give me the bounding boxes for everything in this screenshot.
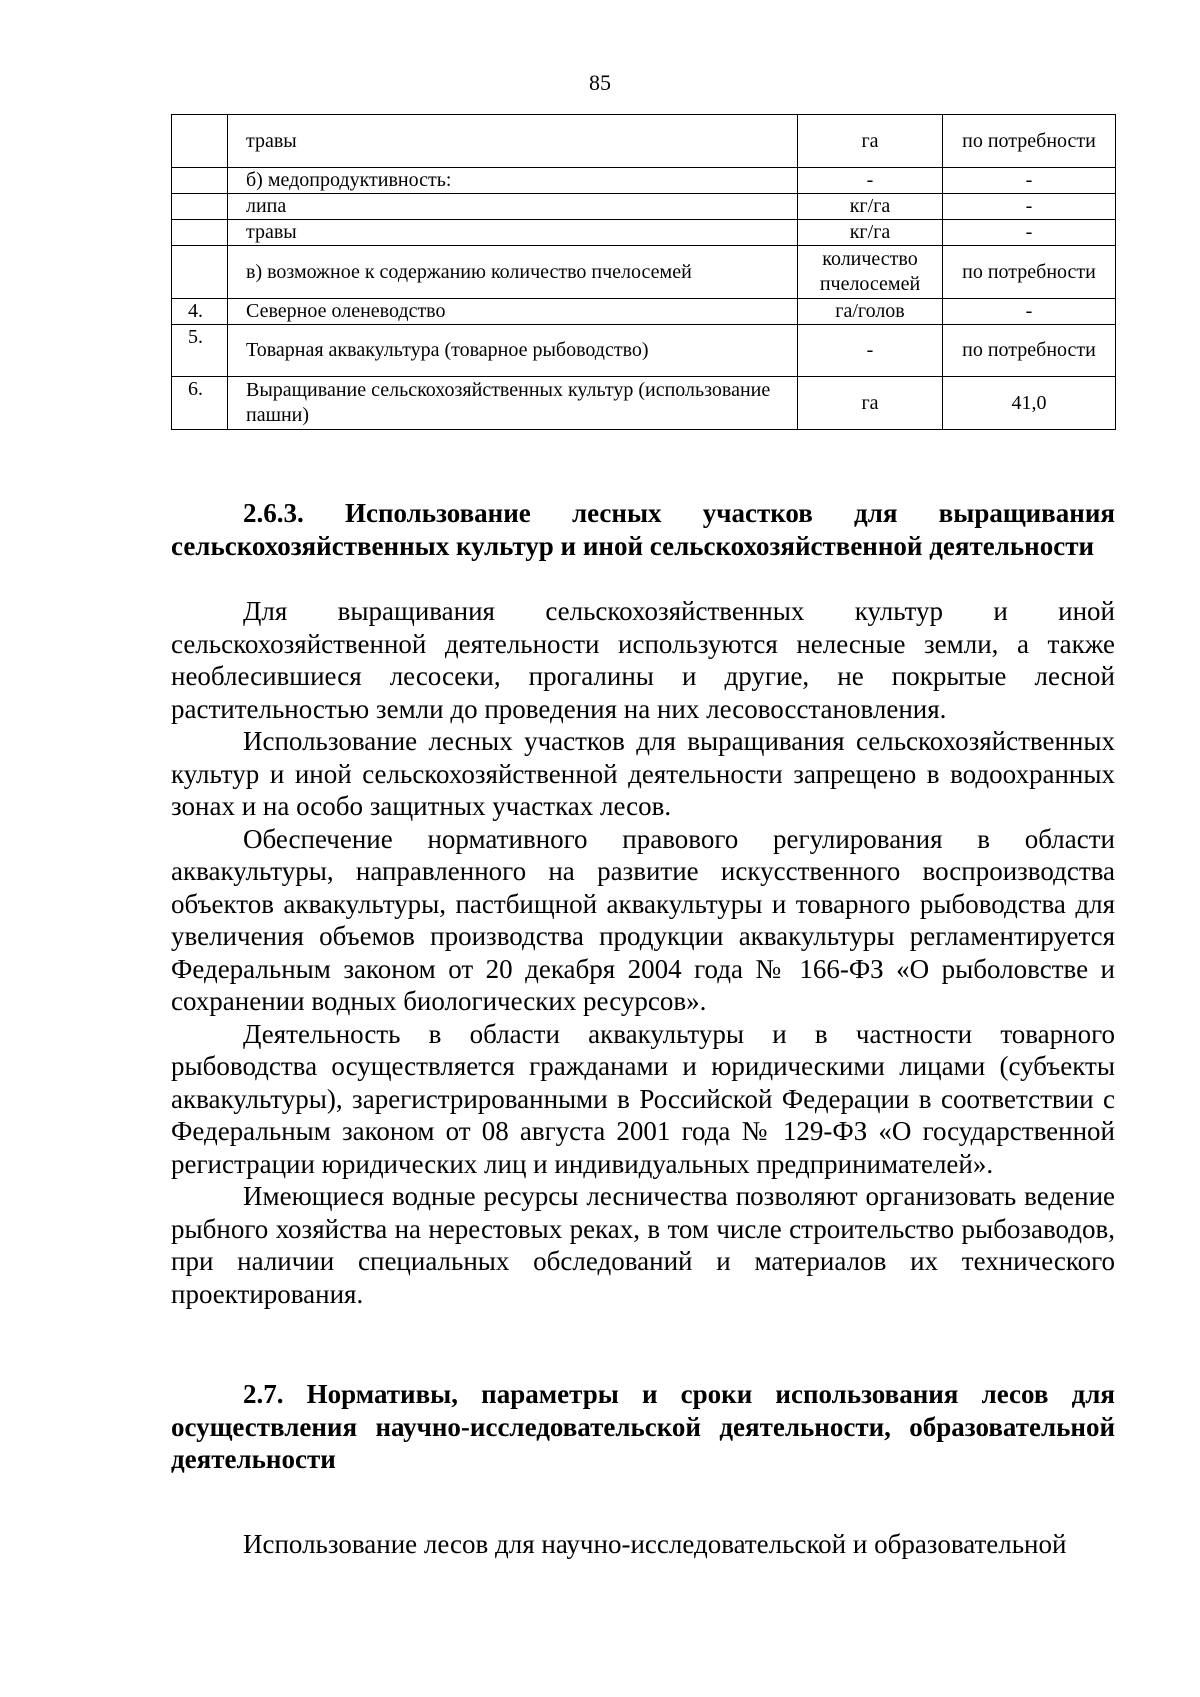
row-unit-cell: га/голов xyxy=(798,299,943,325)
row-value-cell: 41,0 xyxy=(943,377,1116,430)
row-number-cell xyxy=(172,220,228,246)
paragraph: Для выращивания сельскохозяйственных культур и иной сельскохозяйственной деятельности используются нелесные земли, а также необлесившиеся лесосеки, прогалины и другие, не покрытые лесной растительностью земли до проведения на них лесовосстановления. xyxy=(171,596,1115,724)
paragraph: Обеспечение нормативного правового регулирования в области аквакультуры, направленного на развитие искусственного воспроизводства объектов аквакультуры, пастбищной аквакультуры и товарного рыбоводства для увеличения объемов производства продукции аквакультуры регламентируется Федеральным законом от 20 декабря 2004 года № 166-ФЗ «О рыболовстве и сохранении водных биологических ресурсов». xyxy=(171,823,1115,1016)
row-unit-cell: - xyxy=(798,168,943,194)
row-name-cell: травы xyxy=(228,115,798,168)
section-heading: 2.6.3. Использование лесных участков для выращивания сельскохозяйственных культур и иной сельскохозяйственной деятельности xyxy=(171,498,1115,561)
row-unit-cell: га xyxy=(798,115,943,168)
table-row xyxy=(172,246,1116,299)
row-value-cell: - xyxy=(943,299,1116,325)
resource-table xyxy=(171,114,1116,430)
row-value-cell: - xyxy=(943,220,1116,246)
row-name-cell: в) возможное к содержанию количество пчелосемей xyxy=(228,246,798,299)
row-unit-cell: кг/га xyxy=(798,220,943,246)
paragraph: Использование лесных участков для выращивания сельскохозяйственных культур и иной сельскохозяйственной деятельности запрещено в водоохранных зонах и на особо защитных участках лесов. xyxy=(171,726,1115,821)
paragraph: Имеющиеся водные ресурсы лесничества позволяют организовать ведение рыбного хозяйства на нерестовых реках, в том числе строительство рыбозаводов, при наличии специальных обследований и материалов их технического проектирования. xyxy=(171,1181,1115,1309)
table-row xyxy=(172,194,1116,220)
table-row xyxy=(172,168,1116,194)
row-number-cell xyxy=(172,168,228,194)
row-name-cell: б) медопродуктивность: xyxy=(228,168,798,194)
row-value-cell: - xyxy=(943,194,1116,220)
table-row xyxy=(172,377,1116,430)
row-value-cell: по потребности xyxy=(943,115,1116,168)
section-2-7 xyxy=(171,1378,1115,1560)
section-heading: 2.7. Нормативы, параметры и сроки использования лесов для осуществления научно-исследовательской деятельности, образовательной деятельности xyxy=(171,1379,1115,1474)
paragraph: Деятельность в области аквакультуры и в частности товарного рыбоводства осуществляется гражданами и юридическими лицами (субъекты аквакультуры), зарегистрированными в Российской Федерации в соответствии с Федеральным законом от 08 августа 2001 года № 129-ФЗ «О государственной регистрации юридических лиц и индивидуальных предпринимателей». xyxy=(171,1018,1115,1179)
row-unit-cell: га xyxy=(798,377,943,430)
row-name-cell: липа xyxy=(228,194,798,220)
row-unit-cell: кг/га xyxy=(798,194,943,220)
table-row xyxy=(172,299,1116,325)
row-value-cell: по потребности xyxy=(943,246,1116,299)
row-number-cell: 4. xyxy=(172,299,228,325)
row-name-cell: травы xyxy=(228,220,798,246)
row-number-cell: 6. xyxy=(172,377,228,430)
row-value-cell: - xyxy=(943,168,1116,194)
table-row xyxy=(172,325,1116,377)
table-row xyxy=(172,115,1116,168)
section-2-6-3 xyxy=(171,497,1115,1310)
row-name-cell: Выращивание сельскохозяйственных культур (использование пашни) xyxy=(228,377,798,430)
row-unit-cell: количество пчелосемей xyxy=(798,246,943,299)
row-number-cell xyxy=(172,194,228,220)
table-row xyxy=(172,220,1116,246)
row-name-cell: Северное оленеводство xyxy=(228,299,798,325)
paragraph: Использование лесов для научно-исследовательской и образовательной xyxy=(243,1528,1067,1559)
row-value-cell: по потребности xyxy=(943,325,1116,377)
row-number-cell: 5. xyxy=(172,325,228,377)
row-number-cell xyxy=(172,246,228,299)
row-unit-cell: - xyxy=(798,325,943,377)
row-number-cell xyxy=(172,115,228,168)
page-number: 85 xyxy=(589,70,611,95)
row-name-cell: Товарная аквакультура (товарное рыбоводство) xyxy=(228,325,798,377)
